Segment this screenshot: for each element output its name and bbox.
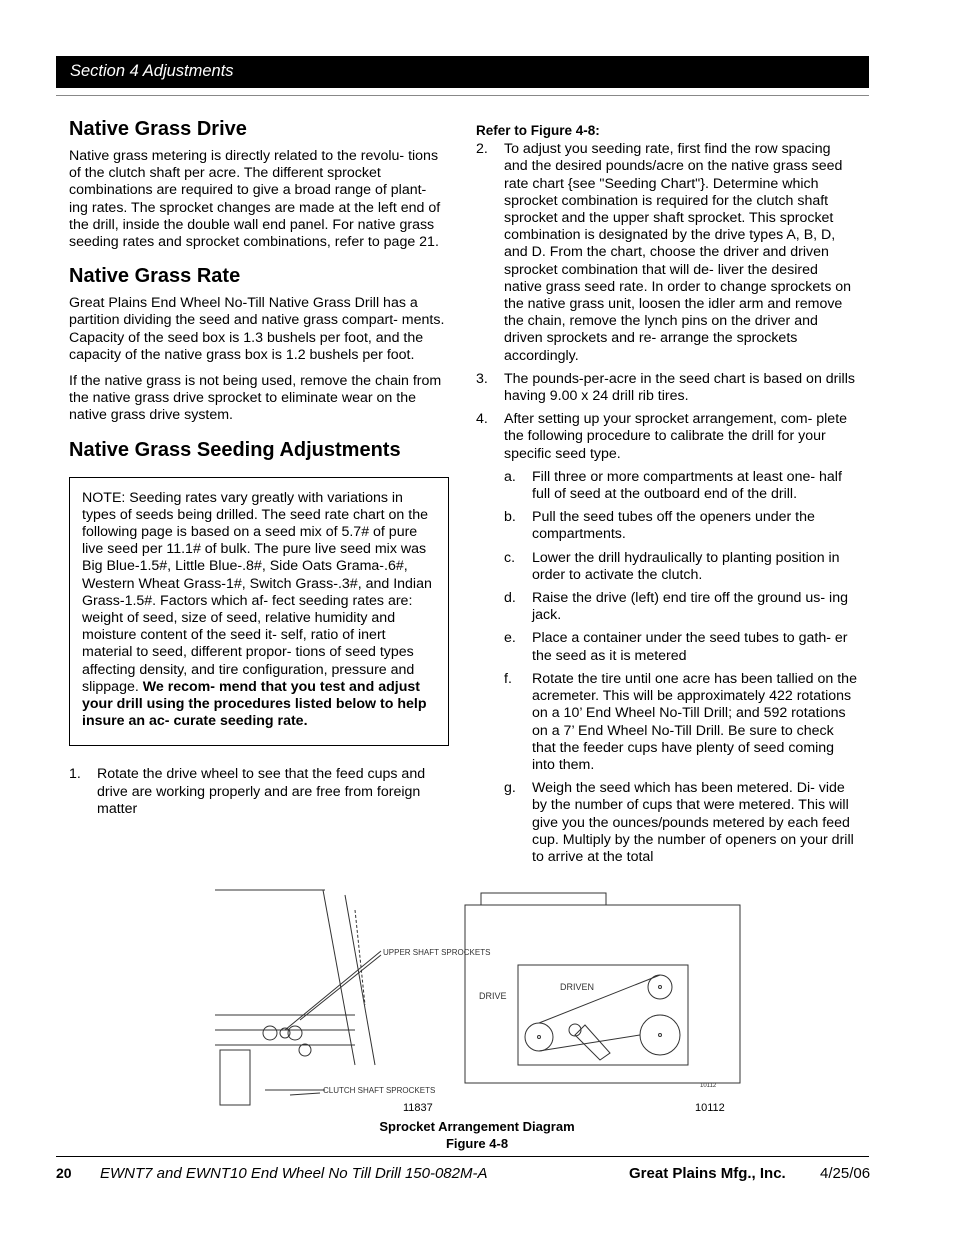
substep-text: Place a container under the seed tubes to gath- er the seed as it is metered [532, 630, 848, 664]
figure-caption: Sprocket Arrangement Diagram [379, 1119, 575, 1134]
substep-a [504, 469, 858, 503]
step-text: Rotate the drive wheel to see that the feed cups and drive are working properly and are free from foreign matter [97, 766, 426, 817]
refer-heading: Refer to Figure 4-8: [476, 123, 600, 138]
note-box [69, 477, 449, 747]
heading-seeding-adjustments: Native Grass Seeding Adjustments [69, 438, 401, 461]
page-number: 20 [56, 1165, 72, 1181]
substep-c [504, 550, 858, 584]
document-title: EWNT7 and EWNT10 End Wheel No Till Drill 150-082M-A [100, 1165, 488, 1182]
substep-letter: a. [504, 468, 516, 485]
substep-text: Weigh the seed which has been metered. Di- vide by the number of cups that were metered. This will give you the ounces/pounds metered by each feed cup. Multiply by the number of openers on your drill to arrive at the total [532, 780, 854, 865]
label-clutch-shaft: CLUTCH SHAFT SPROCKETS [323, 1086, 436, 1095]
note-bold-text: We recom- mend that you test and adjust your drill using the procedures listed below to help insure an ac- curate seeding rate. [82, 678, 427, 730]
section-title: Section 4 Adjustments [70, 62, 234, 80]
substep-e [504, 630, 858, 664]
left-column [69, 116, 449, 824]
header-rule [56, 95, 869, 96]
right-panel-drawing [465, 893, 740, 1083]
step-2 [476, 141, 858, 365]
step-number: 3. [476, 370, 488, 387]
footer-rule [56, 1156, 869, 1157]
substep-f [504, 671, 858, 774]
step-text: The pounds-per-acre in the seed chart is based on drills having 9.00 x 24 drill rib tires. [504, 370, 855, 405]
step-4 [476, 411, 858, 463]
substep-g [504, 780, 858, 866]
paragraph-drive: Native grass metering is directly related to the revolu- tions of the clutch shaft per acre. The different sprocket combinations are required to give a broad range of plant- ing rates. The sprocket changes are made at the left end of the drill, inside the double wall end panel. For native grass seeding rates and sprocket combinations, refer to page 21. [69, 148, 441, 251]
substep-letter: b. [504, 509, 516, 526]
substep-d [504, 590, 858, 624]
left-drill-drawing [215, 890, 381, 1105]
substep-text: Lower the drill hydraulically to planting position in order to activate the clutch. [532, 549, 840, 583]
document-date: 4/25/06 [820, 1165, 871, 1182]
step-text: After setting up your sprocket arrangement, com- plete the following procedure to calibrate the drill for your specific seed type. [504, 411, 848, 462]
substep-letter: g. [504, 780, 516, 797]
figure-number-right: 10112 [695, 1102, 725, 1114]
section-header-bar [56, 56, 869, 88]
step-text: To adjust you seeding rate, first find the row spacing and the desired pounds/acre on the native grass seed rate chart {see "Seeding Chart"}. Determine which sprocket combination is required for the clutch shaft sprocket and the upper shaft sprocket. This sprocket combination is designated by the drive types A, B, D, and D. From the chart, choose the driver and driven sprocket combination that will de- liver the desired native grass seed rate. In order to change sprockets on the native grass unit, loosen the idler arm and remove the chain, remove the lynch pins on the driver and driven sprockets and re- arrange the sprockets accordingly. [504, 141, 852, 364]
substep-letter: e. [504, 630, 516, 647]
paragraph-chain: If the native grass is not being used, remove the chain from the native grass drive sprocket to eliminate wear on the native grass drive system. [69, 373, 442, 424]
right-column [476, 122, 858, 872]
heading-native-grass-drive: Native Grass Drive [69, 118, 247, 140]
substep-text: Raise the drive (left) end tire off the ground us- ing jack. [532, 590, 848, 624]
heading-native-grass-rate: Native Grass Rate [69, 265, 241, 288]
step-number: 2. [476, 141, 488, 158]
small-tag: 10112 [700, 1083, 717, 1089]
label-drive: DRIVE [479, 991, 507, 1001]
figure-number: Figure 4-8 [445, 1136, 509, 1151]
substep-letter: f. [504, 670, 512, 687]
substep-text: Pull the seed tubes off the openers under the compartments. [532, 509, 815, 543]
step-3 [476, 371, 858, 405]
substep-text: Rotate the tire until one acre has been tallied on the acremeter. This will be approximately 422 rotations on a 10’ End Wheel No-Till Drill; and 592 rotations on a 7’ End Wheel No-Till Drill. Be sure to check that the feeder cups have plenty of seed coming into them. [532, 670, 857, 773]
label-driven: DRIVEN [560, 982, 595, 992]
step-number: 4. [476, 411, 488, 428]
substep-b [504, 509, 858, 543]
sprocket-arrangement-diagram [205, 885, 745, 1120]
company-name: Great Plains Mfg., Inc. [629, 1165, 786, 1182]
label-upper-shaft: UPPER SHAFT SPROCKETS [383, 948, 491, 957]
substep-text: Fill three or more compartments at least one- half full of seed at the outboard end of the drill. [532, 468, 842, 503]
substep-letter: c. [504, 549, 516, 566]
step-number: 1. [69, 766, 81, 783]
figure-number-left: 11837 [403, 1102, 433, 1114]
note-text: NOTE: Seeding rates vary greatly with variations in types of seeds being drilled. The seed rate chart on the following page is based on a seed mix of 5.7# of pure live seed per 11.1# of bulk. The pure live seed mix was Big Blue-1.5#, Little Blue-.8#, Side Oats Grama-.6#, Western Wheat Grass-1#, Switch Grass-.3#, and Indian Grass-1.5#. Factors which af- fect seeding rates are: weight of seed, size of seed, relative humidity and moisture content of the seed it- self, ratio of inert material to seed, different propor- tions of seed types affecting density, and tire configuration, pressure and slippage. [82, 489, 432, 695]
substep-letter: d. [504, 590, 516, 607]
paragraph-rate: Great Plains End Wheel No-Till Native Grass Drill has a partition dividing the seed and native grass compart- ments. Capacity of the seed box is 1.3 bushels per foot, and the capacity of the native grass box is 1.2 bushels per foot. [69, 295, 445, 363]
step-1 [69, 766, 449, 818]
